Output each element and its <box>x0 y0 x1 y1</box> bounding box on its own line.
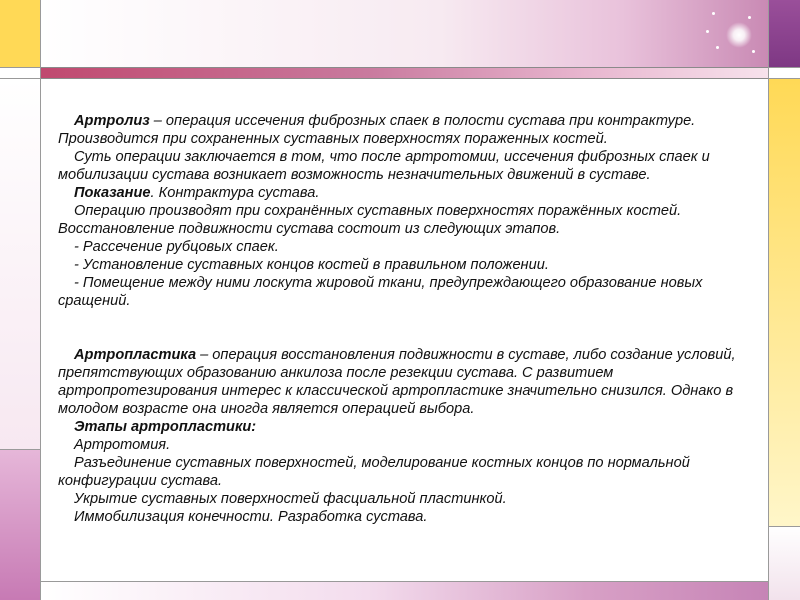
list-item: - Помещение между ними лоскута жировой ткани, предупреждающего образование новых сращений. <box>58 275 703 309</box>
right-yellow-block <box>768 79 800 526</box>
right-purple-block <box>768 0 800 67</box>
grid-line-left-block <box>0 449 40 450</box>
paragraph-essence: Суть операции заключается в том, что после артротомии, иссечения фиброзных спаек и мобилизации сустава возникает возможность незначительных движений в суставе. <box>58 149 710 183</box>
list-item: - Рассечение рубцовых спаек. <box>74 239 279 255</box>
stages-heading: Этапы артропластики: <box>74 419 257 435</box>
list-item: Разъединение суставных поверхностей, моделирование костных концов по нормальной конфигурации сустава. <box>58 455 690 489</box>
paragraph-procedure: Операцию производят при сохранённых суставных поверхностях поражённых костей. Восстановление подвижности сустава состоит из следующих этапов. <box>58 203 682 237</box>
left-yellow-block <box>0 0 40 67</box>
paragraph-arthrolysis: Артролиз – операция иссечения фиброзных спаек в полости сустава при контрактуре. Производится при сохраненных суставных поверхностях пораженных костей. <box>58 113 696 147</box>
sparkle-dot <box>716 46 719 49</box>
left-light-block <box>0 79 40 449</box>
sparkle-dot <box>748 16 751 19</box>
list-item: Иммобилизация конечности. Разработка сустава. <box>74 509 428 525</box>
top-banner <box>40 0 768 67</box>
header-divider-band <box>40 67 768 79</box>
sparkle-dot <box>706 30 709 33</box>
grid-line-left <box>40 0 41 600</box>
sparkle-dot <box>752 50 755 53</box>
paragraph-gap <box>58 310 760 346</box>
list-item: Артротомия. <box>74 437 171 453</box>
sparkle-dot <box>712 12 715 15</box>
term-arthroplasty: Артропластика <box>74 347 197 363</box>
footer-band <box>40 581 768 600</box>
right-separator-block <box>768 67 800 79</box>
grid-line-right-block <box>768 526 800 527</box>
left-purple-block <box>0 449 40 600</box>
sparkle-decoration <box>726 22 752 48</box>
left-separator-block <box>0 67 40 79</box>
term-indication: Показание <box>74 185 151 201</box>
list-item: Укрытие суставных поверхностей фасциальной пластинкой. <box>74 491 507 507</box>
grid-line-right <box>768 0 769 600</box>
paragraph-indication: Показание. Контрактура сустава. <box>74 185 320 201</box>
right-light-block <box>768 526 800 600</box>
slide-body <box>58 112 760 526</box>
list-item: - Установление суставных концов костей в правильном положении. <box>74 257 549 273</box>
term-arthrolysis: Артролиз <box>74 113 150 129</box>
paragraph-arthroplasty: Артропластика – операция восстановления подвижности в суставе, либо создание условий, препятствующих образованию анкилоза после резекции сустава. С развитием артропротезирования интерес к классической артропластике значительно снизился. Однако в молодом возрасте она иногда является операцией выбора. <box>58 347 736 417</box>
